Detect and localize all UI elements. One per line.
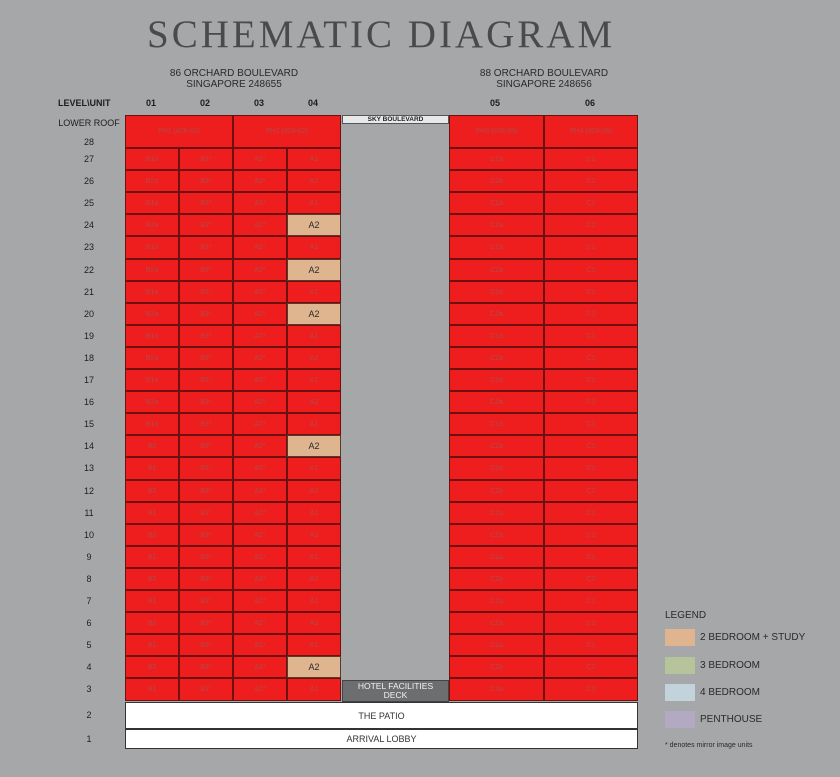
unit-cell: A1	[287, 590, 341, 612]
unit-cell: A2	[287, 480, 341, 502]
unit-header-01: 01	[146, 98, 157, 108]
unit-cell: C1a	[449, 148, 544, 170]
legend-title: LEGEND	[665, 610, 707, 621]
unit-cell: C1	[544, 192, 638, 214]
unit-cell: C1	[544, 457, 638, 480]
level-label: 7	[86, 596, 92, 606]
unit-cell: A2	[287, 524, 341, 546]
unit-cell: C2	[544, 170, 638, 192]
unit-cell: A1*	[233, 236, 287, 259]
legend-label: 2 BEDROOM + STUDY	[700, 632, 806, 643]
unit-cell: A2*	[233, 347, 287, 369]
unit-cell: A1	[287, 634, 341, 656]
unit-cell: C2a	[449, 259, 544, 281]
unit-cell: A2	[287, 568, 341, 590]
unit-cell: A1*	[233, 457, 287, 480]
unit-cell: B1	[125, 502, 179, 524]
unit-cell: C2a	[449, 170, 544, 192]
unit-header-04: 04	[308, 98, 319, 108]
unit-cell: A1	[287, 369, 341, 391]
level-label: 28	[83, 137, 94, 147]
unit-cell: B2*	[179, 568, 233, 590]
unit-cell: A1*	[233, 678, 287, 701]
unit-cell: A1*	[233, 590, 287, 612]
postal-line: SINGAPORE 248656	[496, 79, 592, 90]
unit-cell: B1*	[179, 369, 233, 391]
unit-cell: C1	[544, 369, 638, 391]
legend-swatch	[665, 684, 695, 701]
unit-cell: A2*	[233, 259, 287, 281]
unit-cell: C1a	[449, 590, 544, 612]
unit-cell: C2	[544, 214, 638, 236]
unit-cell: C2a	[449, 347, 544, 369]
unit-cell: B2*	[179, 524, 233, 546]
unit-cell: C2	[544, 391, 638, 413]
unit-cell: C1a	[449, 546, 544, 568]
unit-cell: A2	[287, 391, 341, 413]
legend-swatch	[665, 629, 695, 646]
unit-cell: B1*	[179, 634, 233, 656]
unit-cell: C1a	[449, 457, 544, 480]
level-label: 13	[83, 463, 94, 473]
unit-cell: A2*	[233, 170, 287, 192]
unit-cell: A1	[287, 148, 341, 170]
level-label: 6	[86, 618, 92, 628]
legend-item	[665, 684, 840, 701]
level-label: 21	[83, 287, 94, 297]
unit-cell: A1*	[233, 634, 287, 656]
level-label: 2	[86, 710, 92, 720]
unit-cell: C2a	[449, 391, 544, 413]
level-label: 12	[83, 486, 94, 496]
unit-cell: B2*	[179, 612, 233, 634]
unit-cell: B2*	[179, 391, 233, 413]
unit-cell: B1	[125, 634, 179, 656]
unit-cell: A2*	[233, 214, 287, 236]
postal-line: SINGAPORE 248655	[186, 79, 282, 90]
unit-cell: B1a	[125, 413, 179, 435]
unit-cell: C2a	[449, 214, 544, 236]
unit-cell: B2*	[179, 170, 233, 192]
unit-cell: C2a	[449, 568, 544, 590]
unit-cell: B1*	[179, 502, 233, 524]
patio-floor: THE PATIO	[125, 702, 638, 729]
unit-cell: A1	[287, 281, 341, 303]
unit-cell: B1*	[179, 192, 233, 214]
unit-cell: A2*	[233, 568, 287, 590]
unit-cell: B1*	[179, 236, 233, 259]
unit-cell: A1*	[233, 502, 287, 524]
unit-cell: C1	[544, 325, 638, 347]
unit-cell: B1*	[179, 546, 233, 568]
unit-cell: C3a	[449, 678, 544, 701]
unit-cell: C1a	[449, 413, 544, 435]
unit-cell: C2a	[449, 303, 544, 325]
penthouse-unit: PH1 (#28-01)	[125, 115, 233, 148]
unit-cell: A1*	[233, 148, 287, 170]
unit-cell: B1a	[125, 281, 179, 303]
unit-cell: A2*	[233, 435, 287, 457]
level-label: 3	[86, 684, 92, 694]
legend-swatch	[665, 657, 695, 674]
legend-label: 4 BEDROOM	[700, 687, 761, 698]
unit-cell: C1a	[449, 502, 544, 524]
level-label: 15	[83, 419, 94, 429]
unit-cell: B1*	[179, 281, 233, 303]
unit-cell: C1	[544, 590, 638, 612]
hotel-facilities-deck	[342, 680, 449, 702]
hotel-deck-line: DECK	[383, 690, 408, 700]
level-label: 17	[83, 375, 94, 385]
level-label: 10	[83, 530, 94, 540]
unit-header-06: 06	[585, 98, 596, 108]
unit-cell: A2	[287, 435, 341, 457]
unit-cell: B2	[125, 480, 179, 502]
unit-cell: B2*	[179, 480, 233, 502]
unit-header-05: 05	[490, 98, 501, 108]
unit-cell: B2	[125, 612, 179, 634]
unit-cell: B2*	[179, 347, 233, 369]
level-label: 19	[83, 331, 94, 341]
unit-cell: A2*	[233, 391, 287, 413]
legend-label: PENTHOUSE	[700, 714, 763, 725]
level-label: 11	[84, 508, 94, 518]
unit-cell: A1*	[233, 369, 287, 391]
unit-cell: C1a	[449, 325, 544, 347]
unit-cell: B1a	[125, 325, 179, 347]
unit-cell: A1	[287, 325, 341, 347]
unit-cell: A2	[287, 214, 341, 236]
unit-cell: C2	[544, 612, 638, 634]
unit-cell: C2	[544, 568, 638, 590]
unit-cell: A2	[287, 303, 341, 325]
unit-cell: B1a	[125, 148, 179, 170]
unit-cell: C1	[544, 502, 638, 524]
level-label: 16	[83, 397, 94, 407]
penthouse-unit: PH2 (#28-02)	[233, 115, 341, 148]
level-label: 9	[86, 552, 92, 562]
unit-cell: A2	[287, 656, 341, 678]
unit-cell: B1*	[179, 148, 233, 170]
unit-cell: A2*	[233, 656, 287, 678]
unit-cell: B1*	[179, 325, 233, 347]
unit-cell: B2*	[179, 303, 233, 325]
level-label: 27	[83, 154, 94, 164]
unit-cell: A1	[287, 413, 341, 435]
unit-cell: C2	[544, 524, 638, 546]
unit-cell: A2*	[233, 303, 287, 325]
unit-cell: A2	[287, 259, 341, 281]
unit-header-02: 02	[200, 98, 211, 108]
unit-cell: C2a	[449, 480, 544, 502]
unit-cell: B2*	[179, 656, 233, 678]
unit-cell: B2*	[179, 435, 233, 457]
unit-cell: C1a	[449, 236, 544, 259]
level-label: 25	[83, 198, 94, 208]
unit-cell: C2	[544, 303, 638, 325]
unit-cell: C2a	[449, 435, 544, 457]
unit-cell: B2a	[125, 259, 179, 281]
unit-cell: C3	[544, 678, 638, 701]
unit-cell: A1*	[233, 281, 287, 303]
level-label: 4	[86, 662, 92, 672]
unit-cell: B1a	[125, 236, 179, 259]
unit-cell: A1	[287, 546, 341, 568]
unit-cell: B1*	[179, 457, 233, 480]
level-label: 14	[83, 441, 94, 451]
unit-cell: C2a	[449, 612, 544, 634]
unit-cell: B2	[125, 568, 179, 590]
unit-cell: B1a	[125, 369, 179, 391]
unit-cell: B2	[125, 524, 179, 546]
unit-cell: B2	[125, 435, 179, 457]
unit-cell: A2*	[233, 612, 287, 634]
page-title: SCHEMATIC DIAGRAM	[147, 13, 616, 56]
level-label: 23	[83, 242, 94, 252]
unit-cell: B2a	[125, 391, 179, 413]
unit-cell: A1*	[233, 325, 287, 347]
unit-cell: C1a	[449, 369, 544, 391]
unit-cell: B2*	[179, 259, 233, 281]
unit-cell: A1*	[233, 192, 287, 214]
legend-item	[665, 657, 840, 674]
unit-cell: B2	[125, 656, 179, 678]
unit-cell: A1	[287, 236, 341, 259]
unit-cell: B2a	[125, 347, 179, 369]
sky-boulevard-label: SKY BOULEVARD	[342, 115, 449, 124]
unit-cell: A1*	[233, 413, 287, 435]
unit-cell: C2	[544, 347, 638, 369]
penthouse-unit: PH4 (#28-06)	[544, 115, 638, 148]
unit-cell: A2*	[233, 480, 287, 502]
unit-cell: C1	[544, 236, 638, 259]
unit-header-03: 03	[254, 98, 265, 108]
unit-cell: B1	[125, 590, 179, 612]
unit-cell: C1a	[449, 634, 544, 656]
level-label: 1	[86, 734, 92, 744]
unit-cell: C2a	[449, 656, 544, 678]
legend-swatch	[665, 711, 695, 728]
level-label: 24	[83, 220, 94, 230]
hotel-deck-line: HOTEL FACILITIES	[357, 681, 434, 691]
unit-cell: B1*	[179, 590, 233, 612]
unit-cell: C1a	[449, 281, 544, 303]
unit-cell: A2	[287, 170, 341, 192]
unit-cell: A2	[287, 612, 341, 634]
level-label: 26	[83, 176, 94, 186]
unit-cell: C2	[544, 259, 638, 281]
unit-cell: B2a	[125, 170, 179, 192]
legend-item	[665, 711, 840, 728]
unit-cell: B1	[125, 678, 179, 701]
unit-cell: A2*	[233, 524, 287, 546]
unit-cell: A2	[287, 347, 341, 369]
address-line: 88 ORCHARD BOULEVARD	[479, 68, 609, 79]
level-label: 18	[83, 353, 94, 363]
unit-cell: A1	[287, 678, 341, 701]
level-label: 8	[86, 574, 92, 584]
unit-cell: B1*	[179, 678, 233, 701]
lower-roof-label: LOWER ROOF	[58, 118, 120, 128]
unit-cell: C2	[544, 656, 638, 678]
address-line: 86 ORCHARD BOULEVARD	[169, 68, 299, 79]
unit-cell: A1	[287, 502, 341, 524]
penthouse-unit: PH3 (#28-05)	[449, 115, 544, 148]
tower-address-86	[150, 68, 318, 90]
unit-cell: B2a	[125, 303, 179, 325]
unit-cell: C1	[544, 546, 638, 568]
level-unit-header: LEVEL\UNIT	[58, 98, 111, 108]
unit-cell: B1	[125, 457, 179, 480]
unit-cell: A1	[287, 457, 341, 480]
arrival-lobby-floor: ARRIVAL LOBBY	[125, 729, 638, 749]
unit-cell: B1	[125, 546, 179, 568]
unit-cell: C1a	[449, 192, 544, 214]
unit-cell: A1*	[233, 546, 287, 568]
unit-cell: C2a	[449, 524, 544, 546]
level-label: 20	[83, 309, 94, 319]
unit-cell: C2	[544, 435, 638, 457]
unit-cell: C1	[544, 148, 638, 170]
level-label: 5	[86, 640, 92, 650]
unit-cell: C1	[544, 281, 638, 303]
tower-address-88	[460, 68, 628, 90]
unit-cell: C1	[544, 413, 638, 435]
legend-item	[665, 629, 840, 646]
unit-cell: B2*	[179, 214, 233, 236]
level-label: 22	[83, 265, 94, 275]
legend-label: 3 BEDROOM	[700, 660, 761, 671]
unit-cell: C1	[544, 634, 638, 656]
unit-cell: B1a	[125, 192, 179, 214]
unit-cell: C2	[544, 480, 638, 502]
mirror-note: * denotes mirror image units	[665, 742, 753, 749]
unit-cell: A1	[287, 192, 341, 214]
unit-cell: B1*	[179, 413, 233, 435]
unit-cell: B2a	[125, 214, 179, 236]
